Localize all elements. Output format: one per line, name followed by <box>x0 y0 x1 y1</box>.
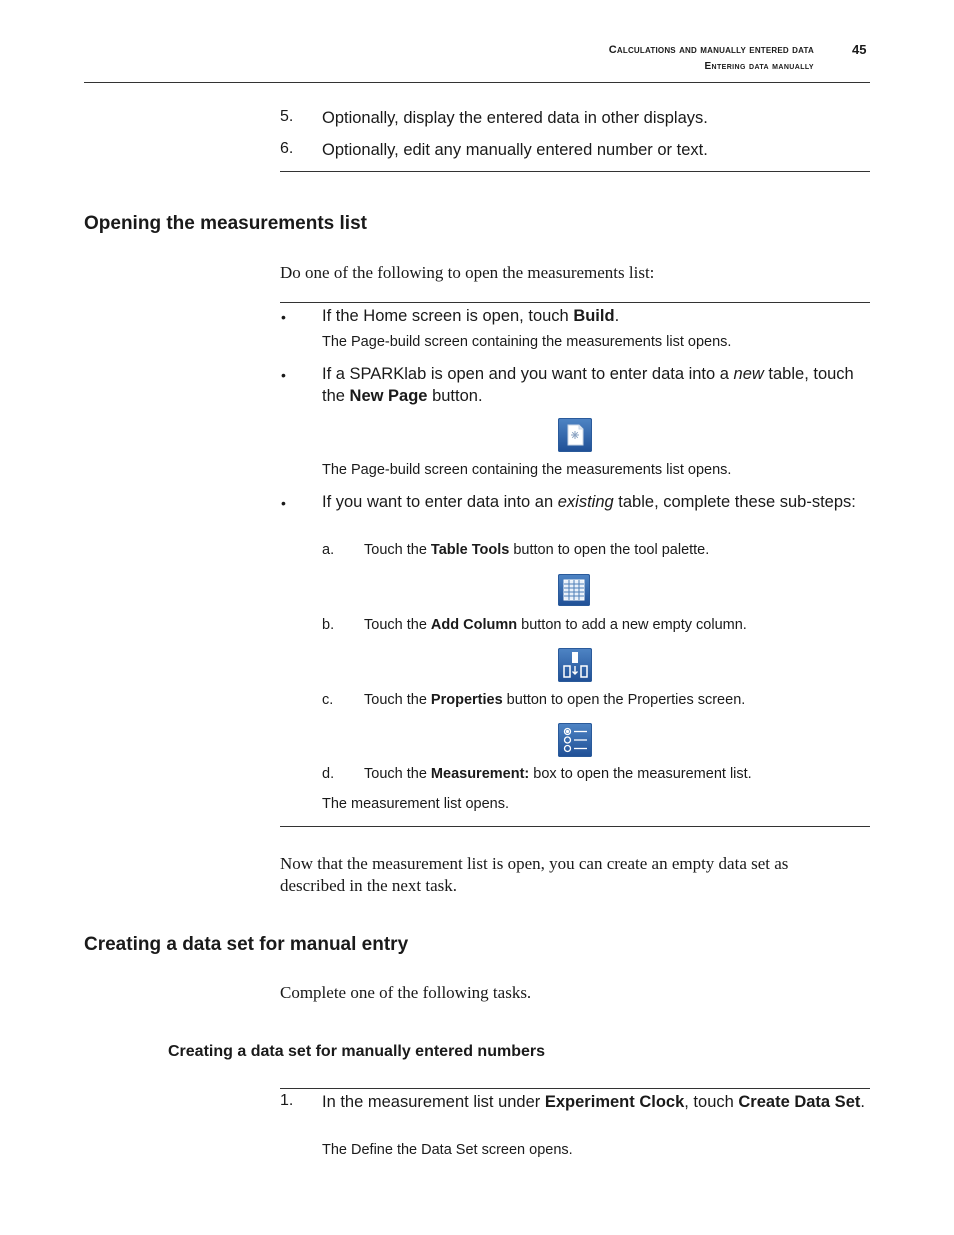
bullet-text: If the Home screen is open, touch Build. <box>322 307 620 325</box>
bullet-text: If a SPARKlab is open and you want to enter data into a new table, touch the New Page button. <box>322 365 854 405</box>
substep-text: Touch the Table Tools button to open the tool palette. <box>364 542 710 558</box>
substep-letter: c. <box>322 692 334 708</box>
substep-text: Touch the Measurement: box to open the measurement list. <box>364 766 752 782</box>
bullet-marker: • <box>281 367 286 383</box>
table-tools-icon <box>558 574 590 606</box>
step-number: 6. <box>280 140 294 157</box>
divider-rule <box>280 171 870 172</box>
step-text: Optionally, edit any manually entered number or text. <box>322 141 708 159</box>
running-header-section: Entering data manually <box>704 61 814 72</box>
add-column-icon <box>558 648 592 682</box>
bullet-marker: • <box>281 309 286 325</box>
substep-text: Touch the Add Column button to add a new empty column. <box>364 617 747 633</box>
result-note: The Define the Data Set screen opens. <box>322 1142 573 1158</box>
section-heading: Opening the measurements list <box>84 213 367 234</box>
divider-rule <box>280 1088 870 1089</box>
properties-icon <box>558 723 592 757</box>
section-intro: Do one of the following to open the measurements list: <box>280 263 655 282</box>
running-header-chapter: Calculations and manually entered data <box>608 44 814 56</box>
result-note: The Page-build screen containing the measurements list opens. <box>322 334 732 350</box>
section-heading: Creating a data set for manual entry <box>84 934 409 955</box>
bullet-marker: • <box>281 495 286 511</box>
subsection-heading: Creating a data set for manually entered numbers <box>168 1043 545 1060</box>
step-number: 5. <box>280 108 294 125</box>
new-page-icon <box>558 418 592 452</box>
header-rule <box>84 82 870 83</box>
step-text: Optionally, display the entered data in other displays. <box>322 109 708 127</box>
page-number: 45 <box>852 42 867 57</box>
divider-rule <box>280 826 870 827</box>
step-text: In the measurement list under Experiment Clock, touch Create Data Set. <box>322 1093 865 1111</box>
step-number: 1. <box>280 1092 294 1109</box>
result-note: The Page-build screen containing the measurements list opens. <box>322 462 732 478</box>
closing-paragraph: Now that the measurement list is open, you can create an empty data set as described in the next task. <box>280 854 789 895</box>
substep-text: Touch the Properties button to open the Properties screen. <box>364 692 746 708</box>
divider-rule <box>280 302 870 303</box>
result-note: The measurement list opens. <box>322 796 509 812</box>
substep-letter: d. <box>322 766 335 782</box>
section-intro: Complete one of the following tasks. <box>280 983 532 1002</box>
bullet-text: If you want to enter data into an existing table, complete these sub-steps: <box>322 493 856 511</box>
substep-letter: b. <box>322 617 335 633</box>
substep-letter: a. <box>322 542 335 558</box>
